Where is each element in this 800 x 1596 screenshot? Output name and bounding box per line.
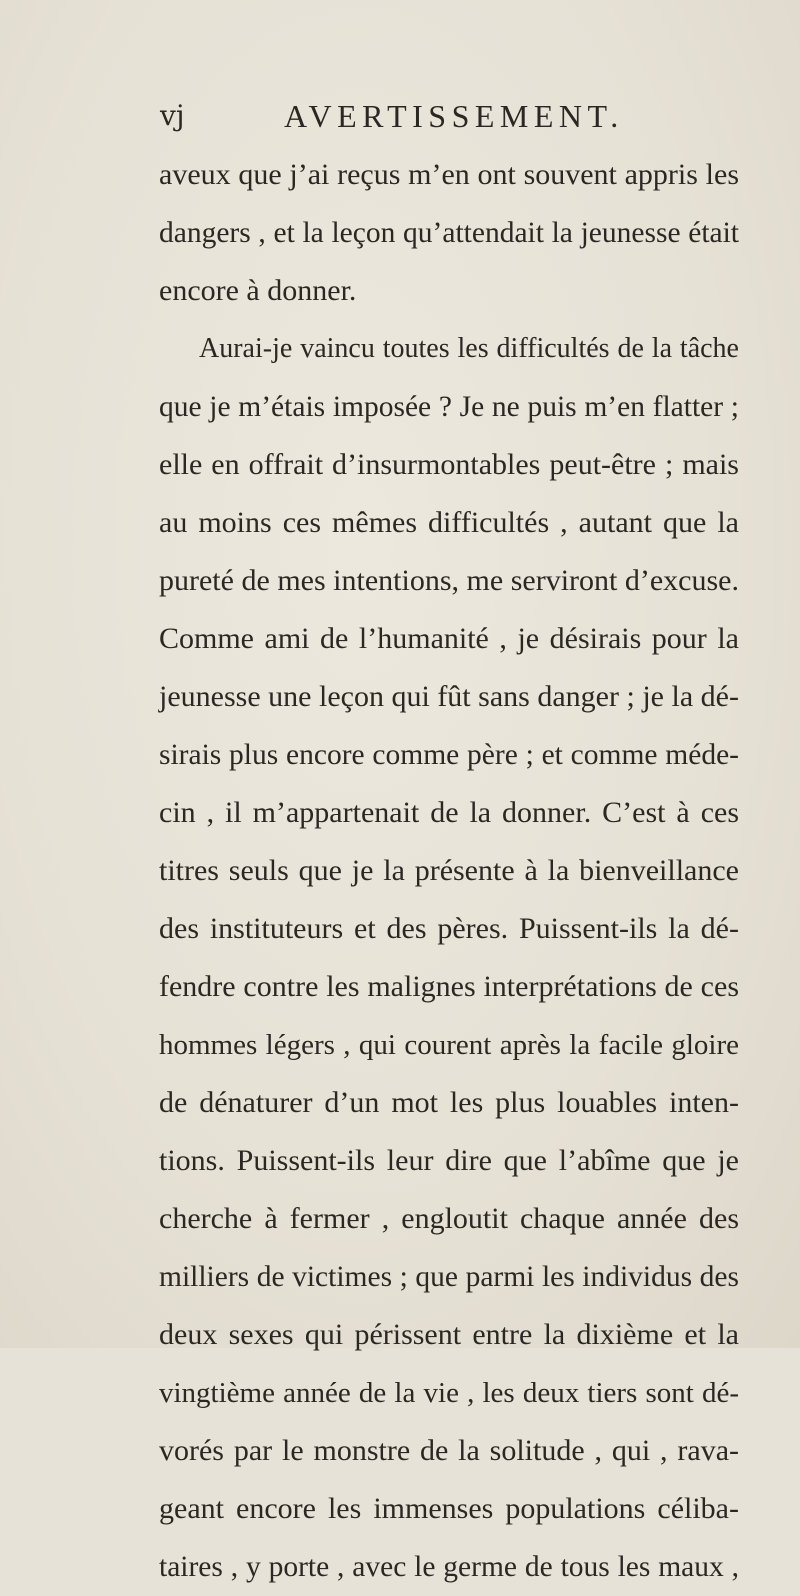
text-line: dangers , et la leçon qu’attendait la jeunesse était	[159, 217, 739, 249]
text-line: Comme ami de l’humanité , je désirais pour la	[159, 622, 739, 655]
text-line: des instituteurs et des pères. Puissent-ils la dé-	[159, 912, 739, 945]
body-text	[159, 146, 739, 1596]
text-line: geant encore les immenses populations céliba-	[159, 1492, 739, 1525]
text-line: aveux que j’ai reçus m’en ont souvent appris les	[159, 158, 739, 191]
page-header	[160, 96, 720, 136]
text-line: cherche à fermer , engloutit chaque année des	[159, 1202, 739, 1235]
text-line: jeunesse une leçon qui fût sans danger ; je la dé-	[159, 680, 739, 713]
text-line: titres seuls que je la présente à la bienveillance	[159, 854, 739, 887]
text-line: taires , y porte , avec le germe de tous les maux ,	[159, 1551, 739, 1583]
text-line: vorés par le monstre de la solitude , qui , rava-	[159, 1434, 739, 1467]
text-line: de dénaturer d’un mot les plus louables inten-	[159, 1086, 739, 1119]
page-number: vj	[160, 99, 185, 132]
text-line: Aurai-je vaincu toutes les difficultés de la tâche	[199, 333, 739, 364]
text-line: sirais plus encore comme père ; et comme méde-	[159, 739, 739, 771]
running-title: AVERTISSEMENT.	[284, 98, 624, 134]
text-line: hommes légers , qui courent après la facile gloire	[159, 1029, 739, 1061]
text-line: cin , il m’appartenait de la donner. C’est à ces	[159, 796, 739, 829]
text-line: que je m’étais imposée ? Je ne puis m’en flatter ;	[159, 391, 739, 423]
text-line: pureté de mes intentions, me serviront d’excuse.	[159, 564, 739, 597]
text-line: encore à donner.	[159, 274, 357, 307]
text-line: au moins ces mêmes difficultés , autant que la	[159, 506, 739, 539]
text-line: tions. Puissent-ils leur dire que l’abîme que je	[159, 1144, 739, 1177]
text-line: fendre contre les malignes interprétations de ces	[159, 970, 739, 1003]
text-line: deux sexes qui périssent entre la dixième et la	[159, 1318, 739, 1351]
text-line: elle en offrait d’insurmontables peut-être ; mais	[159, 448, 739, 481]
text-line: milliers de victimes ; que parmi les individus des	[159, 1261, 739, 1293]
text-line: vingtième année de la vie , les deux tiers sont dé-	[159, 1377, 739, 1409]
